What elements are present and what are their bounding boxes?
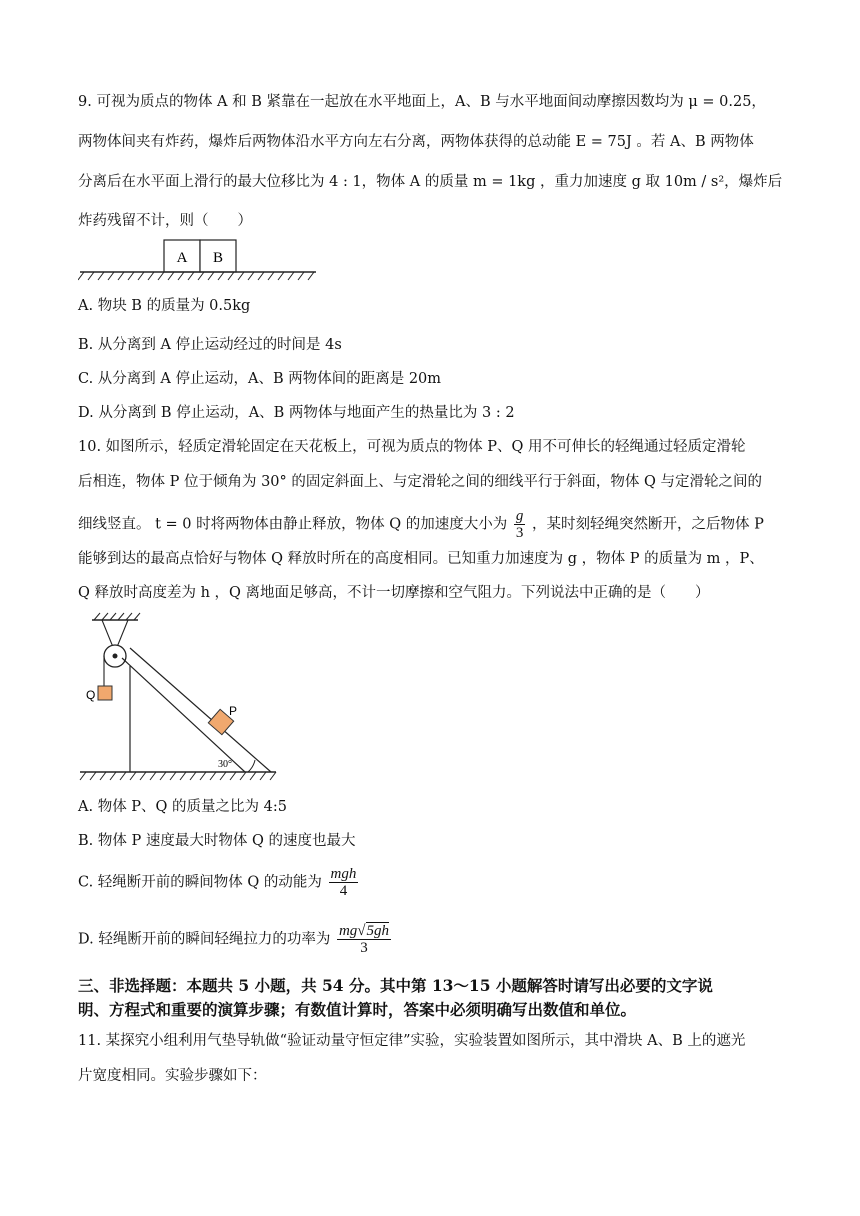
- block-a-label: A: [176, 250, 188, 266]
- q10-line-3-text: 细线竖直。 t = 0 时将两物体由静止释放，物体 Q 的加速度大小为: [78, 516, 508, 533]
- block-q: [98, 686, 112, 700]
- section3-heading-line-2: 明、方程式和重要的演算步骤；有数值计算时，答案中必须明确写出数值和单位。: [78, 1000, 637, 1019]
- q9-line-4: 炸药残留不计，则（ ）: [78, 213, 252, 229]
- q11-line-1: 11. 某探究小组利用气垫导轨做“验证动量守恒定律”实验，实验装置如图所示，其中滑块 A、B 上的遮光: [78, 1033, 746, 1049]
- q9-option-c: C. 从分离到 A 停止运动，A、B 两物体间的距离是 20m: [78, 371, 442, 387]
- section3-heading-line-1: 三、非选择题：本题共 5 小题，共 54 分。其中第 13～15 小题解答时请写出必要的文字说: [78, 976, 713, 995]
- q10-option-c: [78, 866, 360, 899]
- frac-denominator: 3: [360, 940, 368, 956]
- frac-numerator: g: [515, 508, 524, 524]
- q9-option-b: B. 从分离到 A 停止运动经过的时间是 4s: [78, 337, 342, 353]
- ceiling-hatch: [94, 613, 140, 620]
- ground-hatch: [78, 272, 314, 280]
- q10-option-a: A. 物体 P、Q 的质量之比为 4:5: [78, 799, 287, 815]
- q10-line-5: Q 释放时高度差为 h ，Q 离地面足够高，不计一切摩擦和空气阻力。下列说法中正确的是（ ）: [78, 585, 710, 601]
- q10-option-c-fraction: [329, 866, 359, 899]
- q10-line-3-tail: ，某时刻轻绳突然断开，之后物体 P: [531, 516, 764, 533]
- q10-frac-g-over-3: [514, 508, 526, 541]
- block-p-label: P: [229, 704, 238, 718]
- q10-option-d-fraction: [337, 923, 391, 956]
- q9-line-2: 两物体间夹有炸药，爆炸后两物体沿水平方向左右分离，两物体获得的总动能 E = 75J 。若 A、B 两物体: [78, 134, 754, 150]
- q10-line-4: 能够到达的最高点恰好与物体 Q 释放时所在的高度相同。已知重力加速度为 g ，物体 P 的质量为 m ，P、: [78, 551, 764, 567]
- q10-option-d-text: D. 轻绳断开前的瞬间轻绳拉力的功率为: [78, 931, 331, 948]
- q10-line-1: 10. 如图所示，轻质定滑轮固定在天花板上，可视为质点的物体 P、Q 用不可伸长的轻绳通过轻质定滑轮: [78, 439, 746, 455]
- q9-line-1: 9. 可视为质点的物体 A 和 B 紧靠在一起放在水平地面上，A、B 与水平地面间动摩擦因数均为 μ = 0.25，: [78, 94, 766, 110]
- q10-line-3: [78, 508, 764, 541]
- block-q-label: Q: [86, 688, 96, 702]
- q10-option-c-text: C. 轻绳断开前的瞬间物体 Q 的动能为: [78, 874, 322, 891]
- q9-line-3: 分离后在水平面上滑行的最大位移比为 4 : 1，物体 A 的质量 m = 1kg ，重力加速度 g 取 10m / s²，爆炸后: [78, 174, 783, 190]
- frac-denominator: 4: [339, 883, 348, 899]
- frac-numerator-pre: mg: [338, 923, 358, 939]
- frac-denominator: 3: [515, 525, 524, 541]
- q10-pulley-incline-figure: [78, 612, 278, 784]
- pulley-axle: [113, 654, 118, 659]
- angle-arc: [248, 760, 255, 772]
- q11-line-2: 片宽度相同。实验步骤如下：: [78, 1068, 267, 1084]
- frac-numerator: mg√5gh: [338, 923, 390, 939]
- block-b-label: B: [212, 250, 224, 266]
- q10-option-d: [78, 923, 393, 956]
- angle-label: 30°: [218, 759, 232, 770]
- q9-option-d: D. 从分离到 B 停止运动，A、B 两物体与地面产生的热量比为 3 : 2: [78, 405, 515, 421]
- frac-numerator-sqrt: 5gh: [366, 923, 390, 939]
- ground-hatch-2: [80, 772, 276, 780]
- frac-numerator: mgh: [330, 866, 357, 882]
- q9-blocks-figure: [78, 236, 318, 284]
- q9-option-a: A. 物块 B 的质量为 0.5kg: [78, 298, 251, 314]
- q10-line-2: 后相连，物体 P 位于倾角为 30° 的固定斜面上、与定滑轮之间的细线平行于斜面，物体 Q 与定滑轮之间的: [78, 474, 762, 490]
- incline-surface-top: [130, 648, 271, 772]
- q10-option-b: B. 物体 P 速度最大时物体 Q 的速度也最大: [78, 833, 356, 849]
